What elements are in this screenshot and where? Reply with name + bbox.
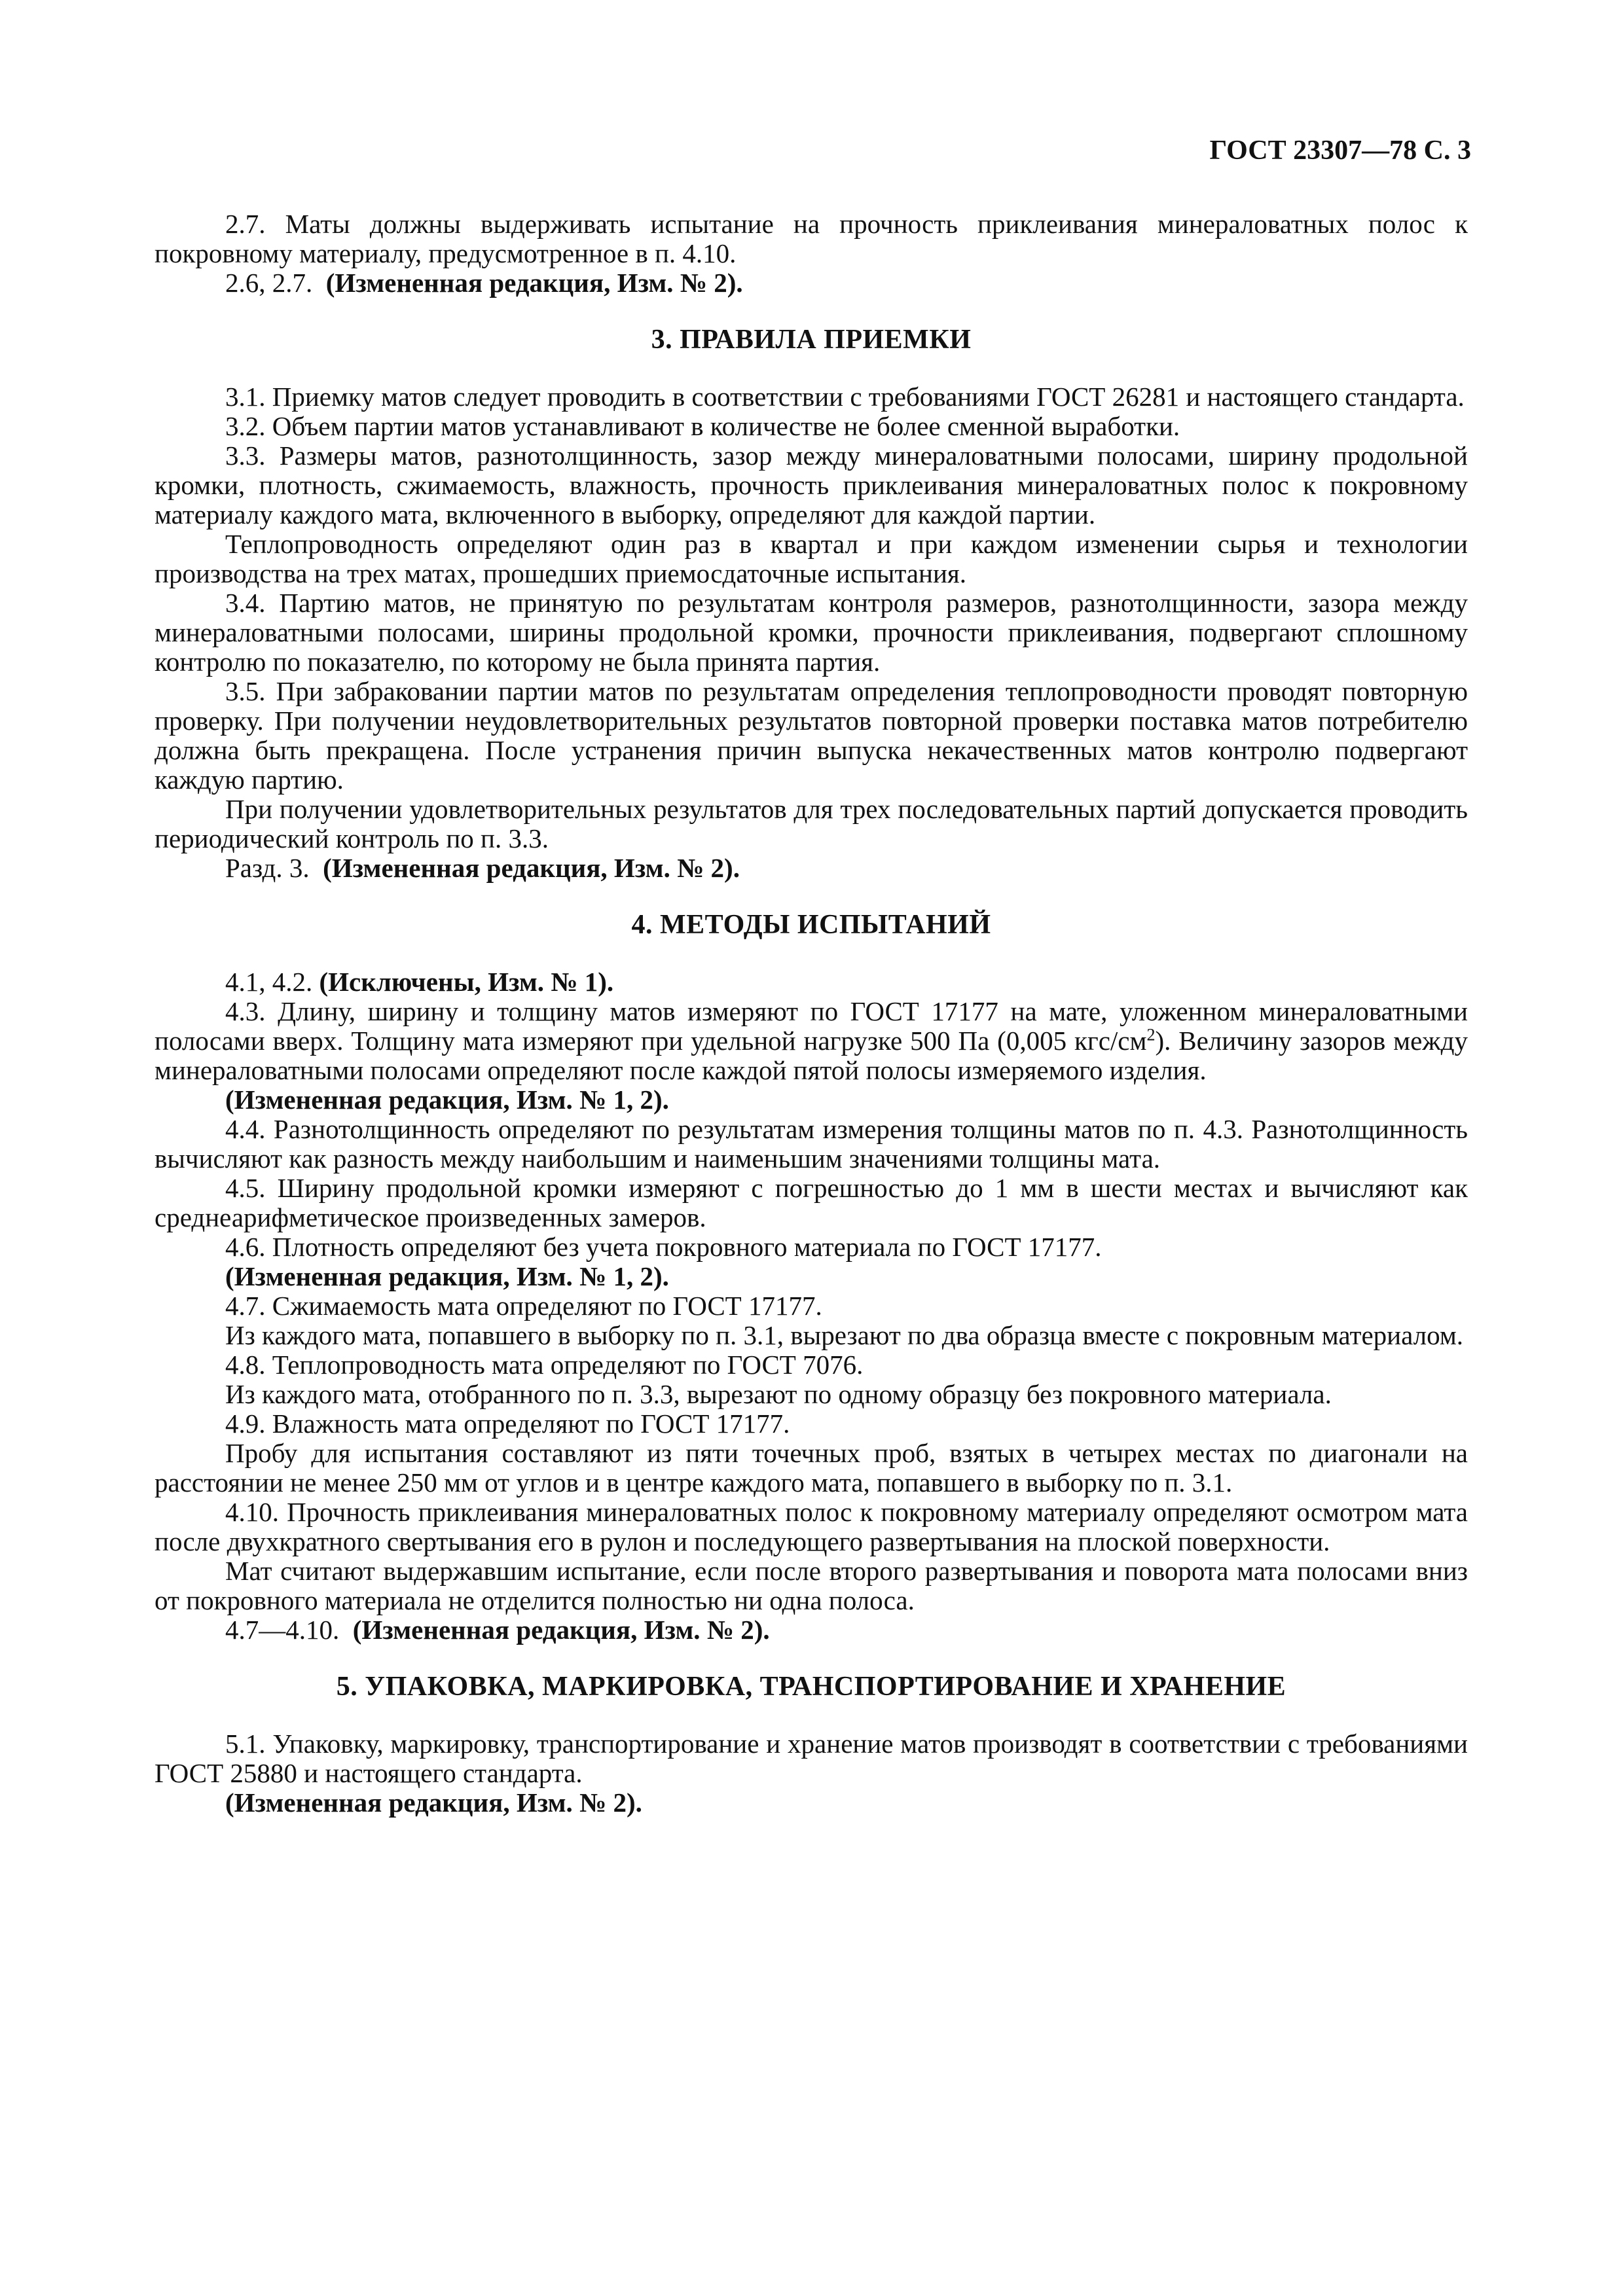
paragraph-text: 4.4. Разнотолщинность определяют по результатам измерения толщины матов по п. 4.3. Разнотолщинность вычисляют как разность между наибольшим и наименьшим значениями толщины мата. (155, 1114, 1468, 1174)
paragraph-text-tail: ). Величину зазоров между минераловатными полосами определяют после каждой пятой полосы измеряемого изделия. (155, 1026, 1468, 1085)
paragraph-text: 5.1. Упаковку, маркировку, транспортирование и хранение матов производят в соответствии с требованиями ГОСТ 25880 и настоящего стандарта. (155, 1729, 1468, 1788)
section-heading: 3. ПРАВИЛА ПРИЕМКИ (651, 325, 972, 355)
paragraph (155, 1498, 1468, 1556)
amendment-note (155, 1788, 1468, 1818)
paragraph-text: 3.2. Объем партии матов устанавливают в количестве не более сменной выработки. (225, 411, 1180, 441)
paragraph-text: 3.3. Размеры матов, разнотолщинность, зазор между минераловатными полосами, ширину продольной кромки, плотность, сжимаемость, влажность, прочность приклеивания минераловатных полос к покровному материалу каждого мата, включенного в выборку, определяют для каждой партии. (155, 440, 1468, 529)
paragraph-text: 3.4. Партию матов, не принятую по результатам контроля размеров, разнотолщинности, зазора между минераловатными полосами, ширины продольной кромки, прочности приклеивания, подвергают сплошному контролю по показателю, по которому не была принята партия. (155, 588, 1468, 677)
paragraph (155, 1439, 1468, 1498)
paragraph-text: 4.6. Плотность определяют без учета покровного материала по ГОСТ 17177. (225, 1232, 1102, 1262)
paragraph-text: 4.7. Сжимаемость мата определяют по ГОСТ 17177. (225, 1291, 822, 1321)
amendment-text: (Исключены, Изм. № 1). (319, 967, 614, 997)
paragraph-text: 2.7. Маты должны выдерживать испытание на прочность приклеивания минераловатных полос к покровному материалу, предусмотренное в п. 4.10. (155, 209, 1468, 268)
paragraph (155, 529, 1468, 588)
amendment-note (155, 1262, 1468, 1291)
paragraph-text: 3.5. При забраковании партии матов по результатам определения теплопроводности проводят повторную проверку. При получении неудовлетворительных результатов повторной проверки поставка матов потребителю должна быть прекращена. После устранения причин выпуска некачественных матов контролю подвергают каждую партию. (155, 676, 1468, 795)
paragraph-text: Мат считают выдержавшим испытание, если после второго развертывания и поворота мата полосами вниз от покровного материала не отделится полностью ни одна полоса. (155, 1556, 1468, 1615)
paragraph-text: Пробу для испытания составляют из пяти точечных проб, взятых в четырех местах по диагонали на расстоянии не менее 250 мм от углов и в центре каждого мата, попавшего в выборку по п. 3.1. (155, 1438, 1468, 1498)
paragraph (155, 1729, 1468, 1788)
paragraph-text: 3.1. Приемку матов следует проводить в соответствии с требованиями ГОСТ 26281 и настоящего стандарта. (225, 382, 1465, 412)
paragraph-text: Из каждого мата, попавшего в выборку по п. 3.1, вырезают по два образца вместе с покровным материалом. (225, 1320, 1464, 1350)
paragraph (155, 382, 1468, 412)
amendment-text: (Измененная редакция, Изм. № 2). (352, 1615, 770, 1645)
paragraph (155, 1174, 1468, 1232)
paragraph (155, 795, 1468, 853)
section-heading: 4. МЕТОДЫ ИСПЫТАНИЙ (631, 910, 991, 940)
paragraph-text: 4.5. Ширину продольной кромки измеряют с погрешностью до 1 мм в шести местах и вычисляют как среднеарифметическое произведенных замеров. (155, 1173, 1468, 1232)
paragraph (155, 441, 1468, 529)
amendment-note (155, 1615, 1468, 1645)
amendment-text: (Измененная редакция, Изм. № 2). (325, 268, 743, 298)
paragraph (155, 1291, 1468, 1321)
paragraph (155, 1409, 1468, 1439)
amendment-note (155, 1085, 1468, 1115)
section-heading: 5. УПАКОВКА, МАРКИРОВКА, ТРАНСПОРТИРОВАНИЕ И ХРАНЕНИЕ (336, 1672, 1286, 1702)
amendment-note (155, 853, 1468, 883)
document-body (155, 209, 1468, 1818)
paragraph (155, 677, 1468, 795)
amendment-note (155, 967, 1468, 997)
amendment-text: (Измененная редакция, Изм. № 1, 2). (225, 1085, 669, 1115)
amendment-ref: 4.7—4.10. (225, 1615, 353, 1645)
amendment-ref: 2.6, 2.7. (225, 268, 326, 298)
paragraph (155, 1115, 1468, 1174)
paragraph (155, 412, 1468, 441)
amendment-ref: 4.1, 4.2. (225, 967, 319, 997)
paragraph (155, 1380, 1468, 1409)
paragraph-text: Теплопроводность определяют один раз в квартал и при каждом изменении сырья и технологии производства на трех матах, прошедших приемосдаточные испытания. (155, 529, 1468, 588)
amendment-note (155, 268, 1468, 298)
paragraph (155, 997, 1468, 1085)
paragraph (155, 1350, 1468, 1380)
paragraph-text: 4.3. Длину, ширину и толщину матов измеряют по ГОСТ 17177 на мате, уложенном минераловатными полосами вверх. Толщину мата измеряют при удельной нагрузке 500 Па (0,005 кгс/см (155, 996, 1468, 1056)
paragraph (155, 1321, 1468, 1350)
paragraph (155, 209, 1468, 268)
amendment-text: (Измененная редакция, Изм. № 2). (225, 1787, 642, 1818)
paragraph (155, 588, 1468, 677)
page-header: ГОСТ 23307—78 С. 3 (1209, 135, 1471, 166)
amendment-text: (Измененная редакция, Изм. № 1, 2). (225, 1261, 669, 1291)
amendment-ref: Разд. 3. (225, 853, 323, 883)
amendment-text: (Измененная редакция, Изм. № 2). (323, 853, 740, 883)
paragraph (155, 1556, 1468, 1615)
paragraph-text: 4.9. Влажность мата определяют по ГОСТ 17177. (225, 1408, 790, 1439)
paragraph-text: 4.10. Прочность приклеивания минераловатных полос к покровному материалу определяют осмотром мата после двухкратного свертывания его в рулон и последующего развертывания на плоской поверхности. (155, 1497, 1468, 1556)
superscript: 2 (1146, 1025, 1156, 1045)
paragraph-text: Из каждого мата, отобранного по п. 3.3, вырезают по одному образцу без покровного материала. (225, 1379, 1332, 1409)
paragraph (155, 1232, 1468, 1262)
paragraph-text: При получении удовлетворительных результатов для трех последовательных партий допускается проводить периодический контроль по п. 3.3. (155, 794, 1468, 853)
paragraph-text: 4.8. Теплопроводность мата определяют по ГОСТ 7076. (225, 1350, 864, 1380)
